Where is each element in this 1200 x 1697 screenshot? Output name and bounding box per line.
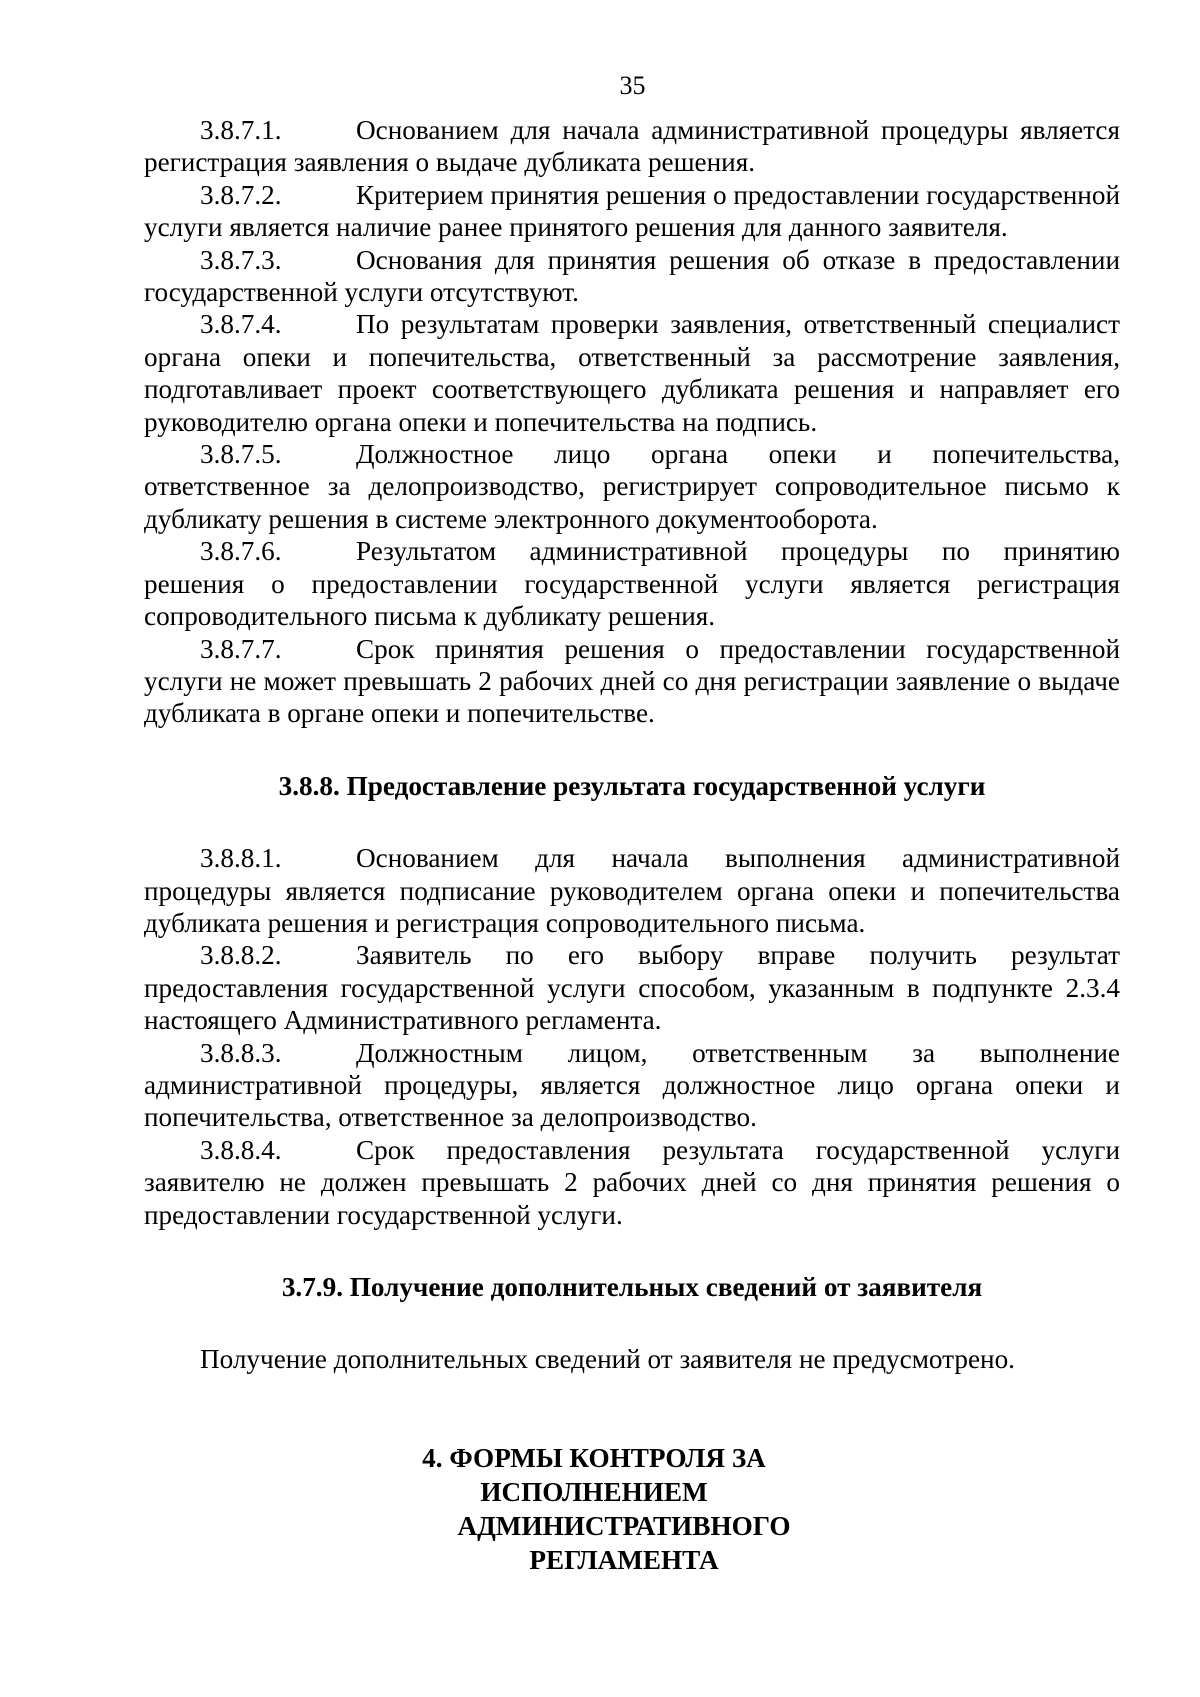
paragraph-3-8-7-6	[144, 535, 1120, 632]
paragraph-3-8-7-5	[144, 438, 1120, 535]
paragraph-text: Результатом административной процедуры по принятию решения о предоставлении государственной услуги является регистрация сопроводительного письма к дубликату решения.	[144, 536, 1120, 632]
paragraph-text: Основанием для начала административной процедуры является регистрация заявления о выдаче дубликата решения.	[144, 115, 1120, 178]
paragraph-3-8-7-3	[144, 244, 1120, 309]
paragraph-3-8-8-1	[144, 842, 1120, 939]
paragraph-additional-info: Получение дополнительных сведений от заявителя не предусмотрено.	[200, 1344, 1015, 1375]
paragraph-text: Срок принятия решения о предоставлении государственной услуги не может превышать 2 рабочих дней со дня регистрации заявление о выдаче дубликата в органе опеки и попечительстве.	[144, 633, 1120, 729]
paragraph-3-8-7-4	[144, 308, 1120, 438]
paragraph-3-8-7-7	[144, 633, 1120, 730]
page-number: 35	[619, 71, 646, 100]
paragraph-text: Критерием принятия решения о предоставлении государственной услуги является наличие ранее принятого решения для данного заявителя.	[144, 179, 1120, 243]
paragraph-3-8-7-2	[144, 179, 1120, 244]
section-heading-3-8-8: 3.8.8. Предоставление результата государственной услуги	[278, 770, 986, 801]
paragraph-3-8-7-1	[144, 114, 1120, 179]
paragraph-number: 3.8.8.2.	[200, 940, 282, 971]
paragraph-text: Должностное лицо органа опеки и попечительства, ответственное за делопроизводство, регистрирует сопроводительное письмо к дубликату решения в системе электронного документооборота.	[144, 439, 1120, 534]
chapter-heading-line-1: 4. ФОРМЫ КОНТРОЛЯ ЗА ИСПОЛНЕНИЕМ	[422, 1442, 766, 1507]
paragraph-number: 3.8.7.6.	[200, 536, 282, 567]
paragraph-number: 3.8.7.3.	[200, 244, 282, 275]
paragraph-text: Основанием для начала выполнения административной процедуры является подписание руководителем органа опеки и попечительства дубликата решения и регистрация сопроводительного письма.	[144, 843, 1120, 938]
paragraph-number: 3.8.7.7.	[200, 633, 282, 664]
paragraph-3-8-8-2	[144, 939, 1120, 1036]
paragraph-text: Заявитель по его выбору вправе получить результат предоставления государственной услуги способом, указанным в подпункте 2.3.4 настоящего Административного регламента.	[144, 940, 1120, 1036]
paragraph-3-8-8-4	[144, 1134, 1120, 1231]
chapter-heading	[324, 1441, 864, 1577]
paragraph-number: 3.8.7.2.	[200, 179, 282, 210]
paragraph-text: Срок предоставления результата государственной услуги заявителю не должен превышать 2 рабочих дней со дня принятия решения о предоставлении государственной услуги.	[144, 1134, 1120, 1230]
document-body	[144, 114, 1120, 1577]
chapter-heading-line-2: АДМИНИСТРАТИВНОГО РЕГЛАМЕНТА	[457, 1510, 791, 1575]
paragraph-number: 3.8.7.5.	[200, 439, 282, 470]
paragraph-number: 3.8.8.3.	[200, 1037, 282, 1068]
section-heading-3-7-9: 3.7.9. Получение дополнительных сведений от заявителя	[281, 1272, 983, 1302]
paragraph-number: 3.8.8.1.	[200, 843, 282, 874]
paragraph-3-8-8-3	[144, 1037, 1120, 1134]
paragraph-text: Должностным лицом, ответственным за выполнение административной процедуры, является должностное лицо органа опеки и попечительства, ответственное за делопроизводство.	[144, 1037, 1120, 1133]
paragraph-text: Основания для принятия решения об отказе в предоставлении государственной услуги отсутствуют.	[144, 244, 1120, 308]
paragraph-number: 3.8.7.4.	[200, 309, 282, 340]
paragraph-text: По результатам проверки заявления, ответственный специалист органа опеки и попечительства, ответственный за рассмотрение заявления, подготавливает проект соответствующего дубликата решения и направляет его руководителю органа опеки и попечительства на подпись.	[144, 309, 1120, 437]
paragraph-number: 3.8.8.4.	[200, 1134, 282, 1165]
paragraph-number: 3.8.7.1.	[200, 115, 282, 145]
